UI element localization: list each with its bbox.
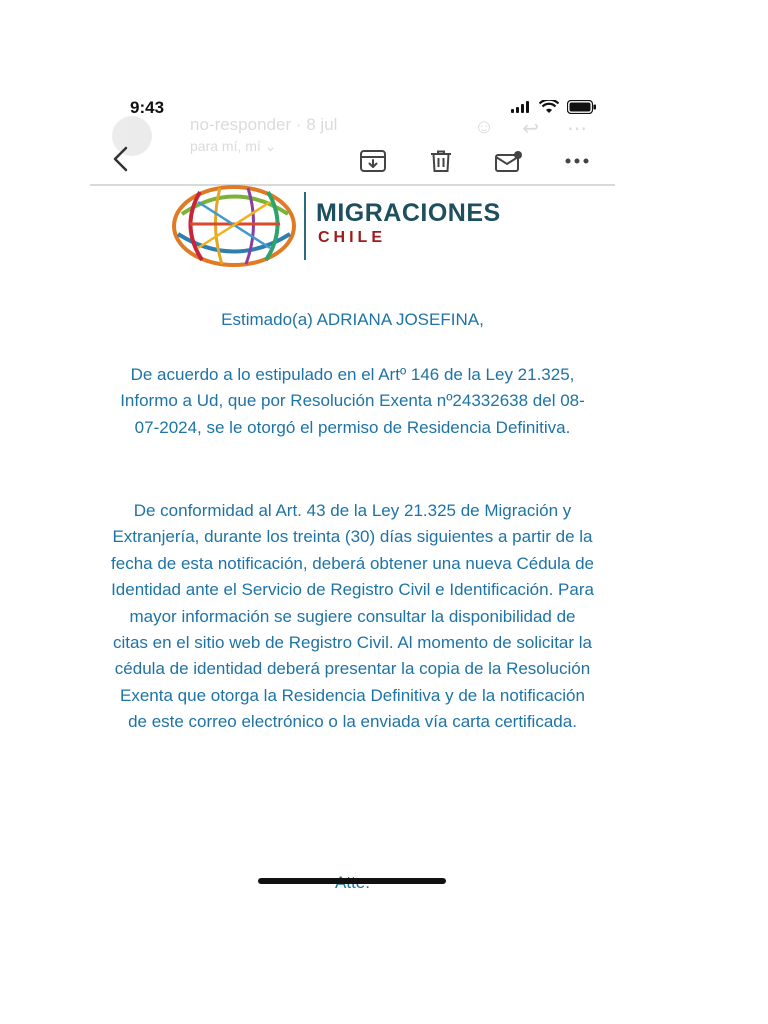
globe-logo-icon [170, 184, 300, 268]
migraciones-logo [170, 184, 550, 268]
logo-name: MIGRACIONES [316, 199, 501, 227]
status-time: 9:43 [130, 98, 165, 117]
more-icon: ⋯ [567, 118, 587, 140]
email-paragraph-2: De conformidad al Art. 43 de la Ley 21.325 de Migración y Extranjería, durante los treinta (30) días siguientes a partir de la fecha de esta notificación, deberá obtener una nueva Cédula de Identidad ante el Servicio de Registro Civil e Identificación. Para mayor información se sugiere consultar la disponibilidad de citas en el sitio web de Registro Civil. Al momento de solicitar la cédula de identidad deberá presentar la copia de la Resolución Exenta que otorga la Residencia Definitiva y de la notificación de este correo electrónico o la enviada vía carta certificada. [111, 501, 594, 732]
ghost-sender: no-responder · 8 jul [190, 115, 338, 134]
mail-unread-icon [495, 150, 523, 172]
archive-icon [360, 150, 386, 172]
ghost-recipient: para mí, mí ⌄ [190, 138, 277, 154]
emoji-icon: ☺ [473, 116, 495, 138]
more-horizontal-icon [565, 158, 589, 164]
delete-button[interactable] [426, 146, 456, 176]
more-options-button[interactable] [562, 146, 592, 176]
email-toolbar [90, 138, 615, 186]
home-indicator[interactable] [258, 878, 446, 884]
logo-divider [304, 192, 306, 260]
email-greeting: Estimado(a) ADRIANA JOSEFINA, [221, 310, 484, 329]
back-button[interactable] [106, 144, 136, 174]
phone-screen [90, 88, 615, 908]
reply-icon: ↩ [522, 118, 539, 140]
chevron-left-icon [112, 146, 130, 172]
logo-subtitle: CHILE [318, 229, 386, 246]
email-paragraph-1: De acuerdo a lo estipulado en el Artº 146 de la Ley 21.325, Informo a Ud, que por Resolución Exenta nº24332638 del 08-07-2024, se le otorgó el permiso de Residencia Definitiva. [120, 365, 585, 437]
trash-icon [430, 150, 452, 172]
archive-button[interactable] [358, 146, 388, 176]
mark-unread-button[interactable] [494, 146, 524, 176]
